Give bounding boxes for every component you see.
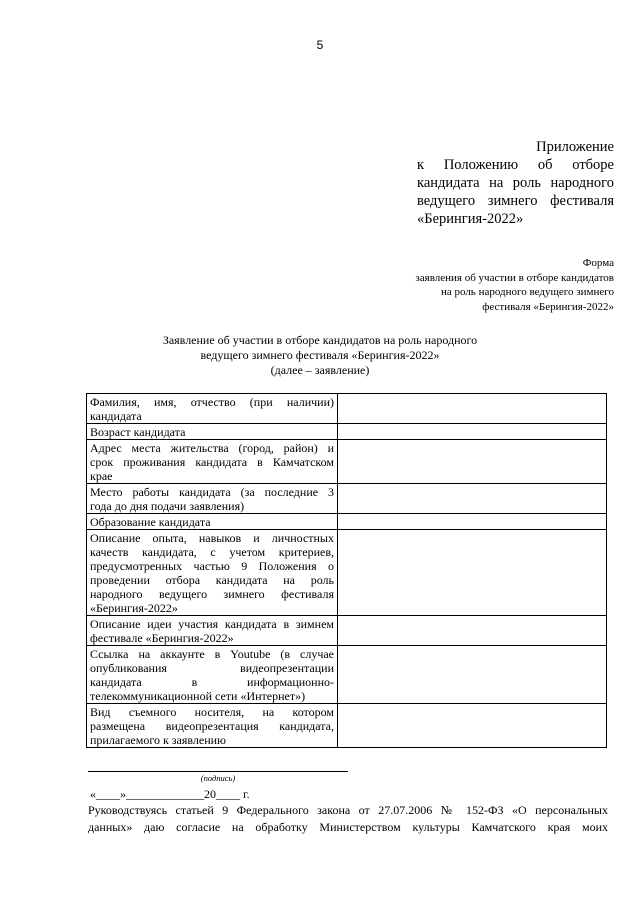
row-value-field[interactable] [338,440,607,484]
table-row [87,646,607,704]
row-label-line: проведении отбора кандидата на роль [90,573,334,587]
form-note-line: Форма [582,257,614,269]
signature-hint: (подпись) [200,773,236,783]
row-label-line: телекоммуникационной сети «Интернет») [90,689,306,703]
table-row [87,530,607,616]
table-row [87,394,607,424]
application-table [86,393,607,748]
table-row [87,440,607,484]
row-label-line: Адрес места жительства (город, район) и [90,441,334,455]
row-label-line: Образование кандидата [90,515,211,529]
consent-line: данных» даю согласие на обработку Министерством культуры Камчатского края моих [88,820,608,834]
row-value-field[interactable] [338,484,607,514]
page-number: 5 [316,38,324,52]
consent-line: Руководствуясь статьей 9 Федерального закона от 27.07.2006 № 152-ФЗ «О персональных [88,803,608,817]
appendix-title: Приложение [536,139,614,155]
heading-line: (далее – заявление) [270,363,370,377]
row-value-field[interactable] [338,394,607,424]
row-label-line: Фамилия, имя, отчество (при наличии) [90,395,334,409]
appendix-line: ведущего зимнего фестиваля [417,193,614,209]
document-heading [120,333,520,378]
signature-line [88,771,348,772]
row-label [87,704,338,748]
row-label-line: качеств кандидата, с учетом критериев, [90,545,334,559]
form-note-line: на роль народного ведущего зимнего [440,286,614,298]
row-value-field[interactable] [338,514,607,530]
row-value-field[interactable] [338,424,607,440]
row-label-line: кандидата [90,409,142,423]
row-label [87,394,338,424]
appendix-line: к Положению об отборе [417,157,614,173]
table-row [87,704,607,748]
row-label-line: «Берингия-2022» [90,601,178,615]
row-label-line: прилагаемого к заявлению [90,733,226,747]
row-label-line: срок проживания кандидата в Камчатском [90,455,334,469]
row-label-line: Описание опыта, навыков и личностных [90,531,334,545]
appendix-line: кандидата на роль народного [417,175,614,191]
row-label [87,530,338,616]
row-label [87,424,338,440]
row-label-line: народного ведущего зимнего фестиваля [90,587,334,601]
row-label [87,440,338,484]
row-label [87,484,338,514]
row-label [87,646,338,704]
row-label-line: Возраст кандидата [90,425,186,439]
consent-paragraph [88,802,608,836]
row-label-line: предусмотренных частью 9 Положения о [90,559,334,573]
form-note-line: фестиваля «Берингия-2022» [482,300,614,313]
row-value-field[interactable] [338,704,607,748]
table-row [87,424,607,440]
row-value-field[interactable] [338,646,607,704]
row-label-line: Описание идеи участия кандидата в зимнем [90,617,334,631]
row-label-line: фестивале «Берингия-2022» [90,631,234,645]
row-label-line: Место работы кандидата (за последние 3 [90,485,334,499]
row-label-line: кандидата в информационно- [90,675,334,689]
row-label-line: Вид съемного носителя, на котором [90,705,334,719]
form-note-line: заявления об участии в отборе кандидатов [415,271,614,284]
row-label-line: года до дня подачи заявления) [90,499,245,513]
row-label-line: Ссылка на аккаунте в Youtube (в случае [90,647,334,661]
row-label [87,616,338,646]
heading-line: Заявление об участии в отборе кандидатов на роль народного [162,333,478,347]
row-label-line: опубликования видеопрезентации [90,661,334,675]
row-label-line: размещена видеопрезентация кандидата, [90,719,334,733]
date-line: «____»_____________20____ г. [90,787,250,801]
row-label [87,514,338,530]
heading-line: ведущего зимнего фестиваля «Берингия-2022» [200,348,440,362]
row-value-field[interactable] [338,530,607,616]
appendix-block [417,138,614,228]
form-note [354,256,614,314]
row-value-field[interactable] [338,616,607,646]
table-row [87,616,607,646]
appendix-line: «Берингия-2022» [417,211,524,227]
table-row [87,484,607,514]
table-row [87,514,607,530]
row-label-line: крае [90,469,113,483]
